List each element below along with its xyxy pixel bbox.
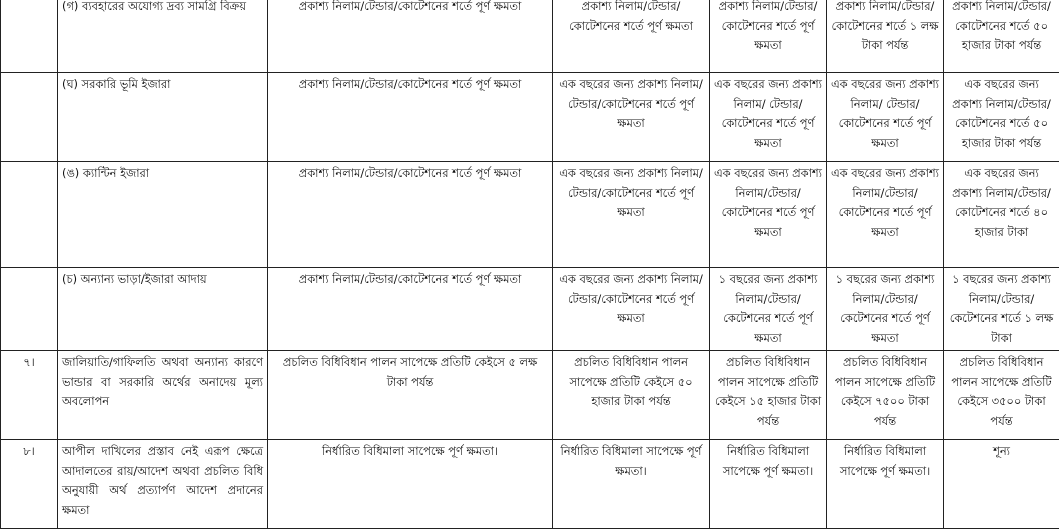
- authority-cell: প্রকাশ্য নিলাম/টেন্ডার/কোটেশনের শর্তে পূর্ণ ক্ষমতা: [710, 0, 827, 73]
- table-row: [1, 440, 1059, 529]
- row-number: [1, 73, 58, 162]
- authority-cell: এক বছরের জন্য প্রকাশ্য নিলাম/ টেন্ডার/কোটেশনের শর্তে পূর্ণ ক্ষমতা: [710, 73, 827, 162]
- authority-cell: এক বছরের জন্য প্রকাশ্য নিলাম/টেন্ডার/কোটেশনের শর্তে পূর্ণ ক্ষমতা: [553, 268, 710, 351]
- item-description: (চ) অন্যান্য ভাড়া/ইজারা আদায়: [58, 268, 268, 351]
- item-description: (ঙ) ক্যান্টিন ইজারা: [58, 162, 268, 268]
- table-row: [1, 268, 1059, 351]
- authority-cell: প্রচলিত বিধিবিধান পালন সাপেক্ষে প্রতিটি কেইসে ৫০ হাজার টাকা পর্যন্ত: [553, 351, 710, 440]
- authority-cell: প্রকাশ্য নিলাম/টেন্ডার/কোটেশনের শর্তে পূর্ণ ক্ষমতা: [268, 73, 553, 162]
- authority-cell: প্রকাশ্য নিলাম/টেন্ডার/কোটেশনের শর্তে পূর্ণ ক্ষমতা: [268, 268, 553, 351]
- authority-cell: ১ বছরের জন্য প্রকাশ্য নিলাম/টেন্ডার/কেটেশনের শর্তে ১ লক্ষ টাকা: [944, 268, 1059, 351]
- authority-cell: প্রচলিত বিধিবিধান পালন সাপেক্ষে প্রতিটি কেইসে ১৫ হাজার টাকা পর্যন্ত: [710, 351, 827, 440]
- authority-cell: প্রচলিত বিধিবিধান পালন সাপেক্ষে প্রতিটি কেইসে ৭৫০০ টাকা পর্যন্ত: [827, 351, 944, 440]
- authority-cell: শূন্য: [944, 440, 1059, 529]
- authority-cell: এক বছরের জন্য প্রকাশ্য নিলাম/টেন্ডার/কোটেশনের শর্তে পূর্ণ ক্ষমতা: [553, 162, 710, 268]
- table-row: [1, 0, 1059, 73]
- row-number: [1, 162, 58, 268]
- authority-cell: ১ বছরের জন্য প্রকাশ্য নিলাম/টেন্ডার/কেটেশনের শর্তে পূর্ণ ক্ষমতা: [827, 268, 944, 351]
- item-description: (ঘ) সরকারি ভূমি ইজারা: [58, 73, 268, 162]
- item-description: (গ) ব্যবহারের অযোগ্য দ্রব্য সামগ্রি বিক্রয়: [58, 0, 268, 73]
- authority-cell: নির্ধারিত বিধিমালা সাপেক্ষে পূর্ণ ক্ষমতা।: [553, 440, 710, 529]
- authority-cell: প্রকাশ্য নিলাম/টেন্ডার/কোটেশনের শর্তে ১ লক্ষ টাকা পর্যন্ত: [827, 0, 944, 73]
- table-row: [1, 162, 1059, 268]
- authority-cell: প্রচলিত বিধিবিধান পালন সাপেক্ষে প্রতিটি কেইসে ৩৫০০ টাকা পর্যন্ত: [944, 351, 1059, 440]
- item-description: জালিয়াতি/গাফিলতি অথবা অন্যান্য কারণে ভান্ডার বা সরকারি অর্থের অনাদেয় মূল্য অবলোপন: [58, 351, 268, 440]
- authority-cell: প্রকাশ্য নিলাম/টেন্ডার/কোটেশনের শর্তে পূর্ণ ক্ষমতা: [268, 0, 553, 73]
- row-number: [1, 0, 58, 73]
- authority-cell: প্রচলিত বিধিবিধান পালন সাপেক্ষে প্রতিটি কেইসে ৫ লক্ষ টাকা পর্যন্ত: [268, 351, 553, 440]
- authority-cell: প্রকাশ্য নিলাম/টেন্ডার/কোটেশনের শর্তে ৫০ হাজার টাকা পর্যন্ত: [944, 0, 1059, 73]
- authority-cell: নির্ধারিত বিধিমালা সাপেক্ষে পূর্ণ ক্ষমতা।: [827, 440, 944, 529]
- table-row: [1, 73, 1059, 162]
- authority-cell: এক বছরের জন্য প্রকাশ্য নিলাম/ টেন্ডার/কোটেশনের শর্তে পূর্ণ ক্ষমতা: [827, 73, 944, 162]
- authority-cell: ১ বছরের জন্য প্রকাশ্য নিলাম/টেন্ডার/কেটেশনের শর্তে পূর্ণ ক্ষমতা: [710, 268, 827, 351]
- authority-cell: এক বছরের জন্য প্রকাশ্য নিলাম/টেন্ডার/কোটেশনের শর্তে ৪০ হাজার টাকা: [944, 162, 1059, 268]
- authority-cell: এক বছরের জন্য প্রকাশ্য নিলাম/টেন্ডার/কোটেশনের শর্তে পূর্ণ ক্ষমতা: [827, 162, 944, 268]
- authority-cell: এক বছরের জন্য প্রকাশ্য নিলাম/টেন্ডার/কোটেশনের শর্তে পূর্ণ ক্ষমতা: [553, 73, 710, 162]
- row-number: [1, 268, 58, 351]
- authority-cell: প্রকাশ্য নিলাম/টেন্ডার/কোটেশনের শর্তে পূর্ণ ক্ষমতা: [553, 0, 710, 73]
- row-number: ৮।: [1, 440, 58, 529]
- authority-cell: নির্ধারিত বিধিমালা সাপেক্ষে পূর্ণ ক্ষমতা।: [268, 440, 553, 529]
- authority-cell: প্রকাশ্য নিলাম/টেন্ডার/কোটেশনের শর্তে পূর্ণ ক্ষমতা: [268, 162, 553, 268]
- row-number: ৭।: [1, 351, 58, 440]
- authority-cell: নির্ধারিত বিধিমালা সাপেক্ষে পূর্ণ ক্ষমতা।: [710, 440, 827, 529]
- authority-cell: এক বছরের জন্য প্রকাশ্য নিলাম/টেন্ডার/ কোটেশনের শর্তে ৫০ হাজার টাকা পর্যন্ত: [944, 73, 1059, 162]
- table-row: [1, 351, 1059, 440]
- authority-cell: এক বছরের জন্য প্রকাশ্য নিলাম/টেন্ডার/কোটেশনের শর্তে পূর্ণ ক্ষমতা: [710, 162, 827, 268]
- item-description: আপীল দাখিলের প্রস্তাব নেই এরূপ ক্ষেত্রে আদালতের রায়/আদেশ অথবা প্রচলিত বিধি অনুযায়ী অর্থ প্রত্যার্পণ আদেশ প্রদানের ক্ষমতা: [58, 440, 268, 529]
